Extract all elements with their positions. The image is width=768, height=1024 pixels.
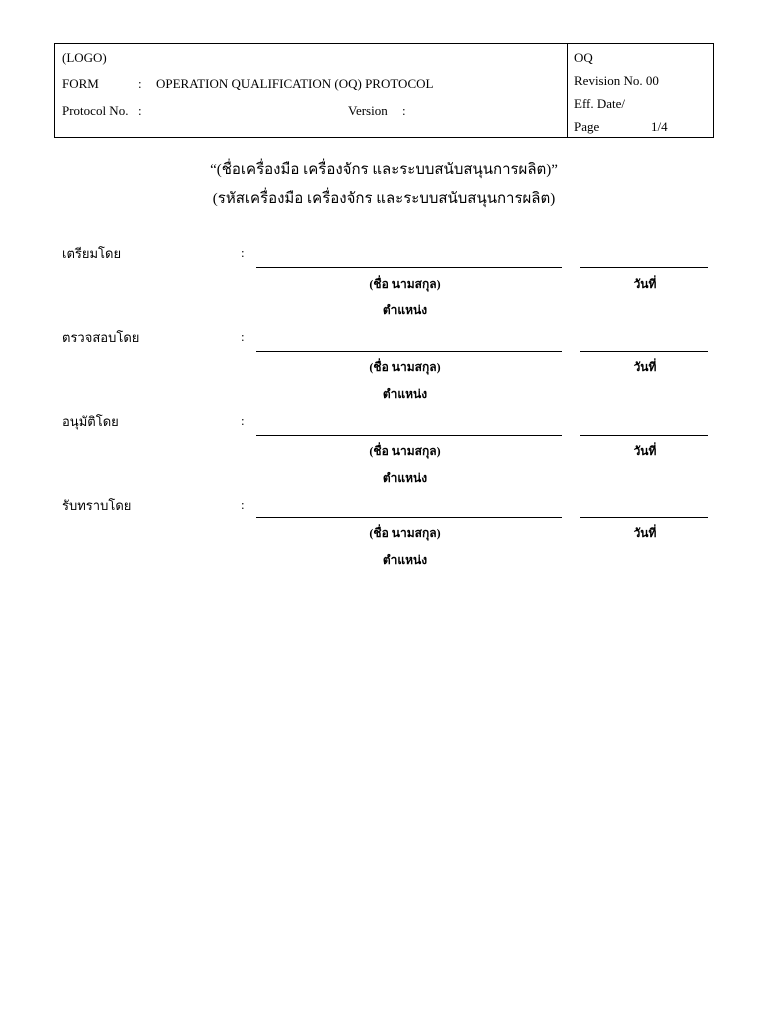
prepared-by-colon: : — [241, 245, 245, 260]
form-label: FORM — [62, 76, 99, 91]
acknowledged-by-position-caption: ตำแหน่ง — [382, 553, 428, 567]
logo-placeholder: (LOGO) — [62, 50, 107, 65]
reviewed-by-date-caption: วันที่ — [633, 360, 657, 374]
page-label: Page — [574, 119, 600, 134]
approved-by-position-caption: ตำแหน่ง — [382, 471, 428, 485]
prepared-by-date-caption: วันที่ — [633, 277, 657, 291]
approved-by-signature-line[interactable] — [256, 435, 562, 436]
acknowledged-by-signature-line[interactable] — [256, 517, 562, 518]
equipment-name-title: “(ชื่อเครื่องมือ เครื่องจักร และระบบสนับสนุนการผลิต)” — [210, 162, 558, 178]
protocol-no-label: Protocol No. — [62, 103, 129, 118]
reviewed-by-name-caption: (ชื่อ นามสกุล) — [369, 360, 441, 374]
acknowledged-by-date-caption: วันที่ — [633, 526, 657, 540]
page-number: 1/4 — [651, 119, 668, 134]
doc-code: OQ — [574, 50, 593, 65]
version-label: Version — [348, 103, 388, 118]
protocol-no-colon: : — [138, 103, 142, 118]
approved-by-name-caption: (ชื่อ นามสกุล) — [369, 444, 441, 458]
prepared-by-name-caption: (ชื่อ นามสกุล) — [369, 277, 441, 291]
approved-by-label: อนุมัติโดย — [62, 414, 119, 429]
reviewed-by-label: ตรวจสอบโดย — [62, 330, 140, 345]
equipment-code-title: (รหัสเครื่องมือ เครื่องจักร และระบบสนับสนุนการผลิต) — [212, 191, 556, 207]
prepared-by-position-caption: ตำแหน่ง — [382, 303, 428, 317]
reviewed-by-date-line[interactable] — [580, 351, 708, 352]
acknowledged-by-date-line[interactable] — [580, 517, 708, 518]
reviewed-by-colon: : — [241, 329, 245, 344]
reviewed-by-position-caption: ตำแหน่ง — [382, 387, 428, 401]
approved-by-date-line[interactable] — [580, 435, 708, 436]
revision-no: Revision No. 00 — [574, 73, 659, 88]
acknowledged-by-label: รับทราบโดย — [62, 498, 132, 513]
acknowledged-by-colon: : — [241, 497, 245, 512]
effective-date: Eff. Date/ — [574, 96, 626, 111]
prepared-by-signature-line[interactable] — [256, 267, 562, 268]
form-colon: : — [138, 76, 142, 91]
version-colon: : — [402, 103, 406, 118]
prepared-by-label: เตรียมโดย — [62, 246, 122, 261]
document-header — [54, 43, 714, 138]
acknowledged-by-name-caption: (ชื่อ นามสกุล) — [369, 526, 441, 540]
approved-by-colon: : — [241, 413, 245, 428]
header-divider — [567, 44, 568, 137]
reviewed-by-signature-line[interactable] — [256, 351, 562, 352]
form-title: OPERATION QUALIFICATION (OQ) PROTOCOL — [156, 76, 434, 91]
prepared-by-date-line[interactable] — [580, 267, 708, 268]
approved-by-date-caption: วันที่ — [633, 444, 657, 458]
